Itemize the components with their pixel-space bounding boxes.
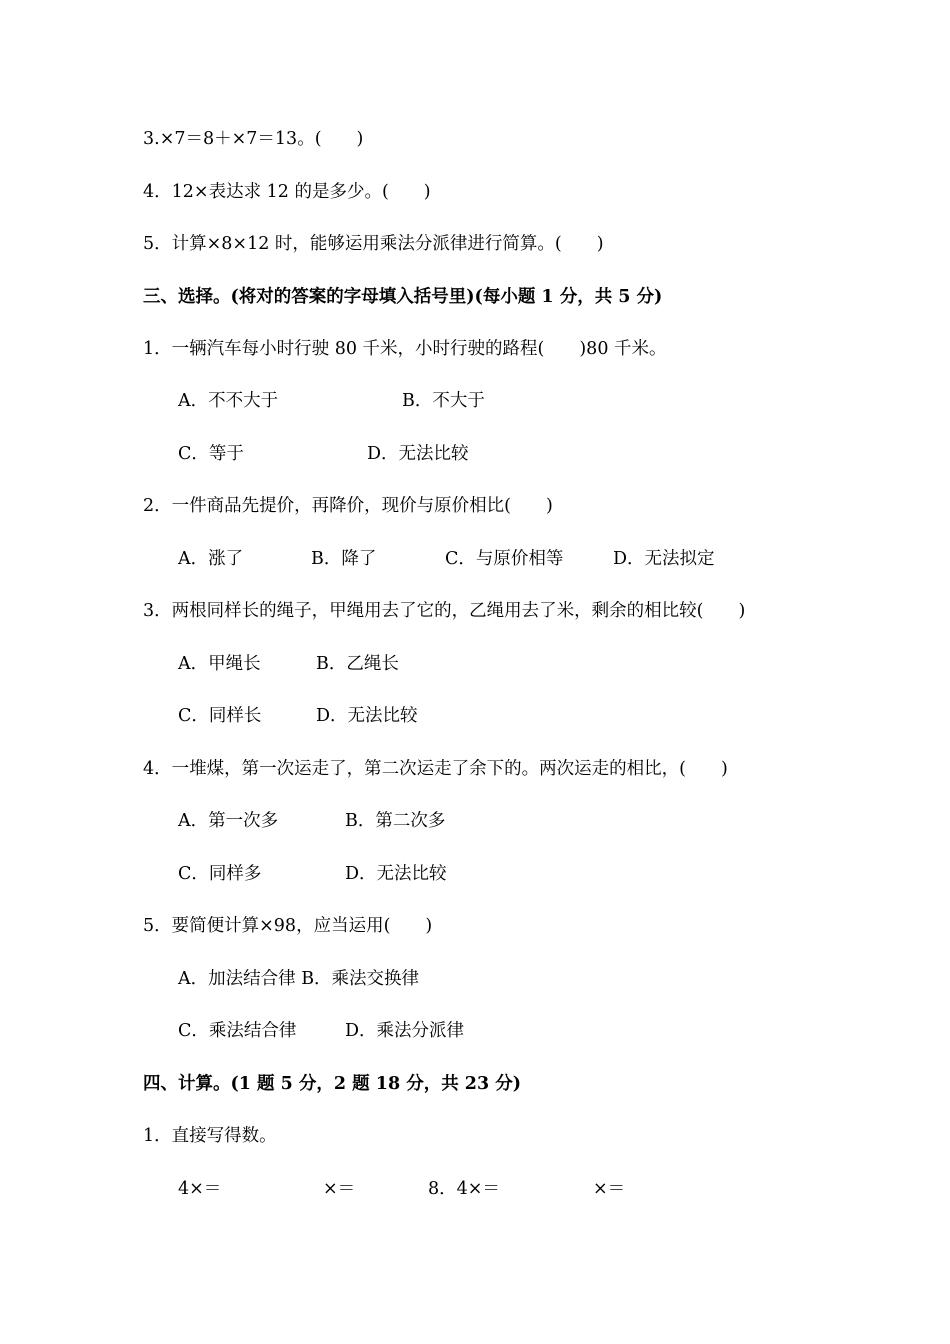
q2-option-d: D．无法拟定 [613, 549, 715, 569]
q4-option-c: C．同样多 [178, 864, 262, 884]
judgment-item-3: 3.×7＝8＋×7＝13。( ) [143, 129, 364, 149]
q4-option-d: D．无法比较 [345, 864, 447, 884]
q1-option-b: B．不大于 [402, 391, 485, 411]
section-3-heading: 三、选择。(将对的答案的字母填入括号里)(每小题 1 分，共 5 分) [143, 287, 663, 307]
judgment-item-4: 4．12×表达求 12 的是多少。( ) [143, 182, 431, 202]
q1-option-c: C．等于 [178, 444, 244, 464]
question-4-stem: 4．一堆煤，第一次运走了，第二次运走了余下的。两次运走的相比，( ) [143, 759, 728, 779]
question-3-stem: 3．两根同样长的绳子，甲绳用去了它的，乙绳用去了米，剩余的相比较( ) [143, 601, 746, 621]
q2-option-c: C．与原价相等 [445, 549, 564, 569]
q5-option-ab: A．加法结合律 B．乘法交换律 [178, 969, 420, 989]
section-4-heading: 四、计算。(1 题 5 分，2 题 18 分，共 23 分) [143, 1074, 522, 1094]
q3-option-c: C．同样长 [178, 706, 262, 726]
q3-option-b: B．乙绳长 [316, 654, 399, 674]
q3-option-a: A．甲绳长 [178, 654, 261, 674]
calc-question-1-stem: 1．直接写得数。 [143, 1126, 277, 1146]
q1-option-d: D．无法比较 [367, 444, 469, 464]
q1-option-a: A．不不大于 [178, 391, 279, 411]
q4-option-a: A．第一次多 [178, 811, 279, 831]
calc-expression-1: 4×＝ [178, 1179, 222, 1199]
q5-option-c: C．乘法结合律 [178, 1021, 297, 1041]
q5-option-d: D．乘法分派律 [345, 1021, 465, 1041]
q4-option-b: B．第二次多 [345, 811, 446, 831]
q2-option-b: B．降了 [311, 549, 377, 569]
q3-option-d: D．无法比较 [316, 706, 418, 726]
q2-option-a: A．涨了 [178, 549, 244, 569]
judgment-item-5: 5．计算×8×12 时，能够运用乘法分派律进行简算。( ) [143, 234, 604, 254]
question-5-stem: 5．要简便计算×98，应当运用( ) [143, 916, 433, 936]
question-2-stem: 2．一件商品先提价，再降价，现价与原价相比( ) [143, 496, 553, 516]
question-1-stem: 1．一辆汽车每小时行驶 80 千米，小时行驶的路程( )80 千米。 [143, 339, 667, 359]
calc-expression-2: ×＝ [323, 1179, 356, 1199]
calc-expression-3: 8．4×＝ [428, 1179, 500, 1199]
calc-expression-4: ×＝ [593, 1179, 626, 1199]
